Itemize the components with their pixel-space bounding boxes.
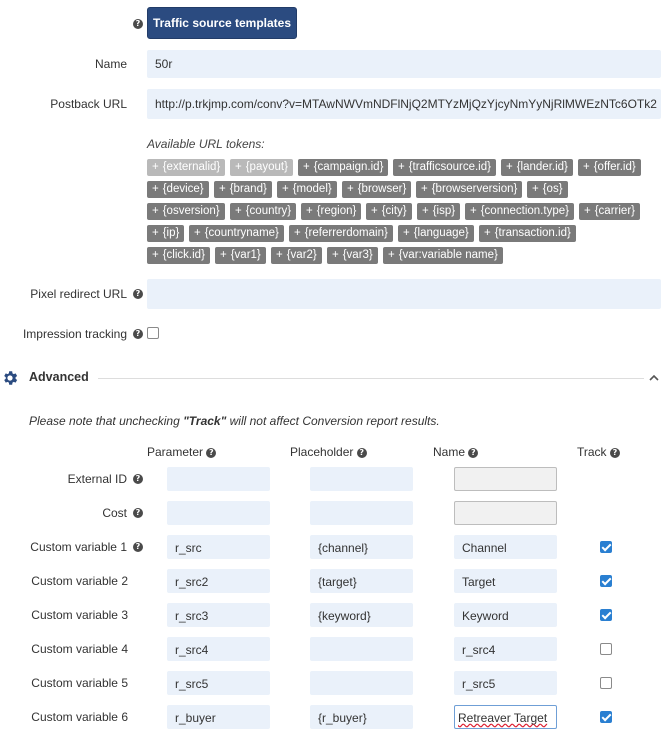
name-label: Name [94,57,127,71]
url-token-label: {city} [381,205,407,217]
advanced-title: Advanced [29,370,89,384]
placeholder-header [290,445,367,459]
name-input[interactable]: Keyword [454,603,557,627]
plus-icon: + [306,205,313,217]
plus-icon: + [276,249,283,261]
postback-url-label: Postback URL [50,97,127,111]
variable-row-label: Custom variable 4 [31,642,128,656]
url-token[interactable] [479,225,576,242]
url-token-label: {countryname} [204,227,279,239]
plus-icon: + [152,183,159,195]
help-icon[interactable]: ? [133,289,143,299]
url-token[interactable] [230,159,293,176]
placeholder-input[interactable] [310,501,413,525]
url-token-label: {osversion} [162,205,220,217]
impression-tracking-label: Impression tracking [22,327,127,341]
track-checkbox[interactable] [600,609,612,621]
placeholder-input[interactable]: {target} [310,569,413,593]
placeholder-input[interactable]: {r_buyer} [310,705,413,729]
url-token-label: {transaction.id} [494,227,571,239]
url-token[interactable] [398,225,474,242]
help-icon[interactable]: ? [357,448,367,458]
note-text: Please note that unchecking [29,414,184,428]
plus-icon: + [398,161,405,173]
variable-row-label: Custom variable 5 [31,676,128,690]
url-token[interactable] [215,247,266,264]
parameter-input[interactable] [167,501,270,525]
help-icon[interactable]: ? [133,329,143,339]
header-label: Placeholder [290,445,354,459]
url-token-label: {offer.id} [593,161,636,173]
note-bold: "Track" [183,414,227,428]
plus-icon: + [532,183,539,195]
help-icon[interactable]: ? [468,448,478,458]
url-token[interactable] [147,247,210,264]
plus-icon: + [422,205,429,217]
advanced-note [29,414,440,428]
track-checkbox[interactable] [600,541,612,553]
plus-icon: + [583,161,590,173]
plus-icon: + [235,161,242,173]
parameter-input[interactable]: r_src [167,535,270,559]
parameter-header [147,445,216,459]
help-icon[interactable]: ? [133,19,143,29]
url-token[interactable] [147,225,184,242]
header-label: Parameter [147,445,204,459]
url-token[interactable] [230,203,296,220]
url-token[interactable] [327,247,378,264]
plus-icon: + [152,249,159,261]
url-token[interactable] [465,203,574,220]
url-token-label: {ip} [162,227,180,239]
plus-icon: + [388,249,395,261]
parameter-input[interactable]: r_src3 [167,603,270,627]
gear-icon [1,369,19,387]
plus-icon: + [506,161,513,173]
pixel-redirect-url-input[interactable] [147,279,661,309]
url-token-label: {browserversion} [431,183,518,195]
url-token[interactable] [214,181,272,198]
url-token-label: {device} [162,183,204,195]
url-token[interactable] [366,203,412,220]
placeholder-input[interactable]: {channel} [310,535,413,559]
plus-icon: + [470,205,477,217]
url-token[interactable] [289,225,393,242]
plus-icon: + [484,227,491,239]
name-input[interactable]: Retreaver Target [454,705,557,729]
url-token-label: {brand} [229,183,267,195]
name-input[interactable] [454,501,557,525]
url-token[interactable] [393,159,496,176]
url-token-label: {model} [292,183,332,195]
header-label: Name [433,445,466,459]
parameter-input[interactable]: r_buyer [167,705,270,729]
variable-row-label: Custom variable 2 [31,574,128,588]
url-token-label: {payout} [245,161,288,173]
parameter-input[interactable]: r_src2 [167,569,270,593]
track-header [577,445,620,459]
plus-icon: + [235,205,242,217]
plus-icon: + [152,161,159,173]
plus-icon: + [152,227,159,239]
url-token-label: {campaign.id} [313,161,384,173]
url-token[interactable] [342,181,411,198]
url-token-label: {os} [542,183,563,195]
plus-icon: + [220,249,227,261]
url-token-label: {externalid} [162,161,221,173]
plus-icon: + [584,205,591,217]
track-checkbox[interactable] [600,575,612,587]
variable-row-label: External ID [67,472,127,486]
impression-tracking-checkbox[interactable] [147,327,159,339]
variable-row-label: Cost [102,506,127,520]
plus-icon: + [282,183,289,195]
plus-icon: + [403,227,410,239]
url-token-label: {var2} [286,249,317,261]
url-token-label: {referrerdomain} [304,227,388,239]
plus-icon: + [294,227,301,239]
available-url-tokens-title: Available URL tokens: [147,137,265,151]
url-token-label: {click.id} [162,249,205,261]
name-input[interactable]: 50r [147,50,661,78]
url-token[interactable] [147,203,225,220]
url-token[interactable] [383,247,503,264]
url-token[interactable] [301,203,361,220]
url-token[interactable] [527,181,568,198]
url-token-label: {connection.type} [480,205,569,217]
url-token-label: {var3} [342,249,373,261]
plus-icon: + [332,249,339,261]
parameter-input[interactable] [167,467,270,491]
plus-icon: + [303,161,310,173]
help-icon[interactable]: ? [133,474,143,484]
url-token-label: {country} [245,205,292,217]
url-token[interactable] [298,159,388,176]
plus-icon: + [421,183,428,195]
url-token-label: {lander.id} [516,161,568,173]
url-token[interactable] [417,203,460,220]
header-label: Track [577,445,607,459]
name-input[interactable]: Target [454,569,557,593]
url-token-label: {var:variable name} [398,249,498,261]
plus-icon: + [152,205,159,217]
url-token-label: {isp} [432,205,456,217]
track-checkbox[interactable] [600,643,612,655]
url-token[interactable] [579,203,640,220]
url-token[interactable] [189,225,284,242]
url-token[interactable] [271,247,322,264]
url-token-label: {var1} [230,249,261,261]
help-icon[interactable]: ? [133,542,143,552]
pixel-redirect-url-label: Pixel redirect URL [30,287,127,301]
plus-icon: + [194,227,201,239]
url-token[interactable] [277,181,337,198]
track-checkbox[interactable] [600,711,612,723]
url-token-label: {region} [316,205,357,217]
name-header [433,445,478,459]
name-input[interactable]: r_src4 [454,637,557,661]
parameter-input[interactable]: r_src5 [167,671,270,695]
chevron-up-icon[interactable] [648,372,660,384]
placeholder-input[interactable]: {keyword} [310,603,413,627]
url-token[interactable] [501,159,573,176]
name-input[interactable]: Channel [454,535,557,559]
plus-icon: + [371,205,378,217]
name-input[interactable]: r_src5 [454,671,557,695]
track-checkbox[interactable] [600,677,612,689]
placeholder-input[interactable] [310,637,413,661]
variable-row-label: Custom variable 3 [31,608,128,622]
postback-url-input[interactable]: http://p.trkjmp.com/conv?v=MTAwNWVmNDFlNjQ2MTYzMjQzYjcyNmYyNjRlMWEzNTc6OTk2 [147,89,661,119]
parameter-input[interactable]: r_src4 [167,637,270,661]
url-token-label: {language} [413,227,469,239]
variable-row-label: Custom variable 6 [31,710,128,724]
help-icon[interactable]: ? [206,448,216,458]
url-token-label: {trafficsource.id} [408,161,491,173]
note-text: will not affect Conversion report results. [226,414,440,428]
placeholder-input[interactable] [310,467,413,491]
url-token[interactable] [147,159,225,176]
url-token-label: {browser} [357,183,407,195]
url-token[interactable] [578,159,641,176]
plus-icon: + [219,183,226,195]
divider [98,378,644,379]
name-input[interactable] [454,467,557,491]
url-token-label: {carrier} [594,205,635,217]
placeholder-input[interactable] [310,671,413,695]
url-token[interactable] [416,181,522,198]
traffic-source-templates-button[interactable]: Traffic source templates [147,7,297,39]
plus-icon: + [347,183,354,195]
url-token[interactable] [147,181,209,198]
variable-row-label: Custom variable 1 [30,540,127,554]
help-icon[interactable]: ? [133,508,143,518]
help-icon[interactable]: ? [610,448,620,458]
